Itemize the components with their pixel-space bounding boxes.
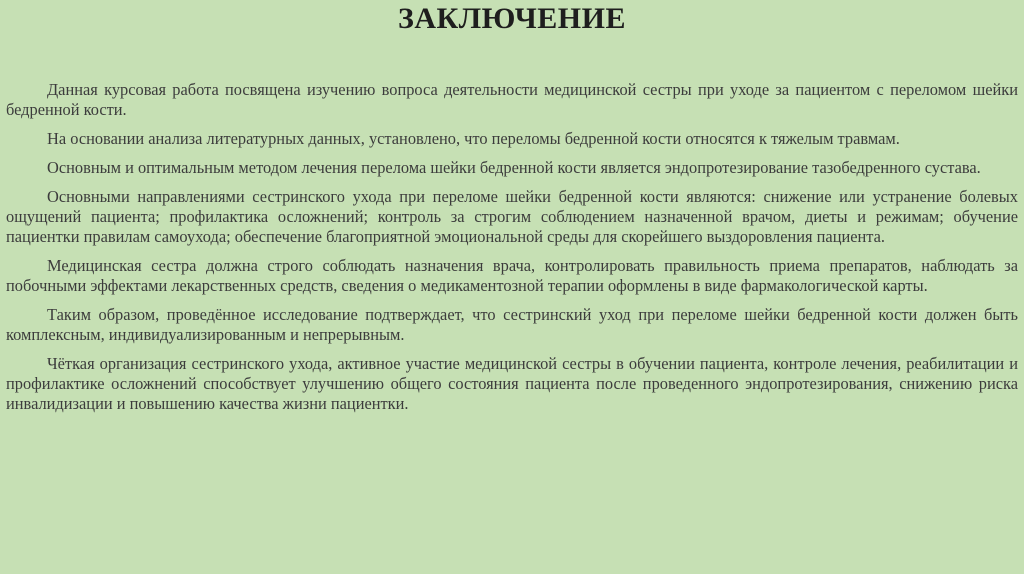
paragraph-treatment-method: Основным и оптимальным методом лечения перелома шейки бедренной кости является эндопротезирование тазобедренного сустава. — [47, 158, 981, 177]
paragraph-literature: На основании анализа литературных данных, установлено, что переломы бедренной кости относятся к тяжелым травмам. — [47, 129, 900, 148]
slide-title: ЗАКЛЮЧЕНИЕ — [398, 2, 626, 35]
paragraph-final-conclusion: Чёткая организация сестринского ухода, активное участие медицинской сестры в обучении пациента, контроле лечения, реабилитации и профилактике осложнений способствует улучшению общего состояния пациента после проведенного эндопротезирования, снижению риска инвалидизации и повышению качества жизни пациентки. — [6, 354, 1018, 413]
paragraph-nurse-duties: Медицинская сестра должна строго соблюдать назначения врача, контролировать правильность приема препаратов, наблюдать за побочными эффектами лекарственных средств, сведения о медикаментозной терапии оформлены в виде фармакологической карты. — [6, 256, 1018, 295]
paragraph-care-directions: Основными направлениями сестринского ухода при переломе шейки бедренной кости являются: снижение или устранение болевых ощущений пациента; профилактика осложнений; контроль за строгим соблюдением назначенной врачом, диеты и режимам; обучение пациентки правилам самоухода; обеспечение благоприятной эмоциональной среды для скорейшего выздоровления пациента. — [6, 187, 1018, 246]
paragraph-study-summary: Таким образом, проведённое исследование подтверждает, что сестринский уход при переломе шейки бедренной кости должен быть комплексным, индивидуализированным и непрерывным. — [6, 305, 1018, 344]
conclusion-body — [6, 80, 1018, 423]
paragraph-topic: Данная курсовая работа посвящена изучению вопроса деятельности медицинской сестры при уходе за пациентом с переломом шейки бедренной кости. — [6, 80, 1018, 119]
